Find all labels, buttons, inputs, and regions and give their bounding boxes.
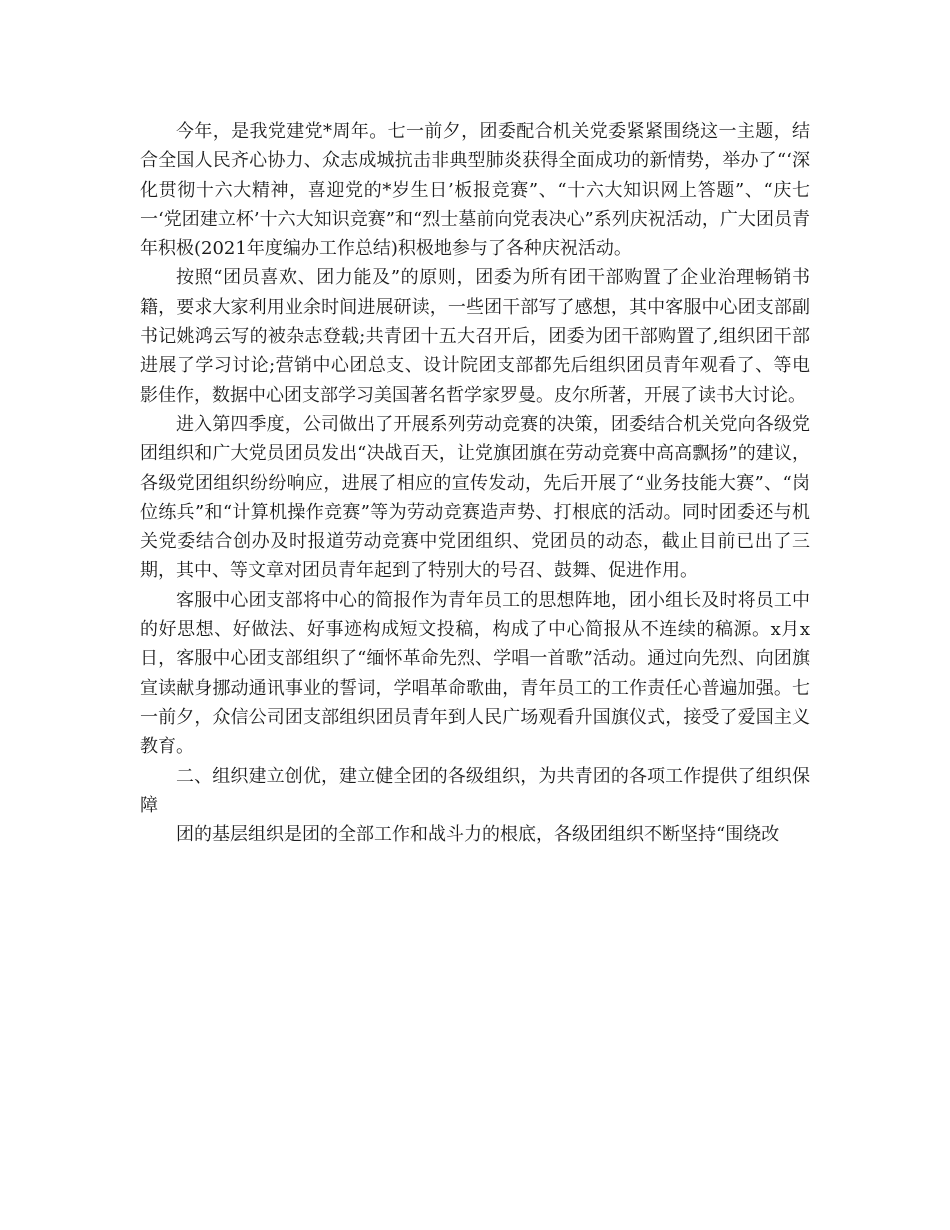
paragraph-grassroots-organization: 团的基层组织是团的全部工作和战斗力的根底，各级团组织不断坚持“围绕改	[176, 824, 780, 846]
paragraph-anniversary-activities: 今年，是我党建党*周年。七一前夕，团委配合机关党委紧紧围绕这一主题，结合全国人民齐心协力、众志成城抗击非典型肺炎获得全面成功的新情势，举办了“‘深化贯彻十六大精神，喜迎党的*岁生日’板报竞赛”、“十六大知识网上答题”、“庆七一‘党团建立杯’十六大知识竞赛”和“烈士墓前向党表决心”系列庆祝活动，广大团员青年积极(2021年度编办工作总结)积极地参与了各种庆祝活动。	[140, 121, 810, 260]
paragraph-study-reading: 按照“团员喜欢、团力能及”的原则，团委为所有团干部购置了企业治理畅销书籍，要求大家利用业余时间进展研读，一些团干部写了感想，其中客服中心团支部副书记姚鸿云写的被杂志登载;共青团十五大召开后，团委为团干部购置了,组织团干部进展了学习讨论;营销中心团总支、设计院团支部都先后组织团员青年观看了、等电影佳作，数据中心团支部学习美国著名哲学家罗曼。皮尔所著，开展了读书大讨论。	[140, 267, 810, 406]
document-body	[140, 117, 810, 849]
paragraph-labor-competition: 进入第四季度，公司做出了开展系列劳动竞赛的决策，团委结合机关党向各级党团组织和广大党员团员发出“决战百天，让党旗团旗在劳动竞赛中高高飘扬”的建议，各级党团组织纷纷响应，进展了相应的宣传发动，先后开展了“业务技能大赛”、“岗位练兵”和“计算机操作竞赛”等为劳动竞赛造声势、打根底的活动。同时团委还与机关党委结合创办及时报道劳动竞赛中党团组织、党团员的动态，截止目前已出了三期，其中、等文章对团员青年起到了特别大的号召、鼓舞、促进作用。	[140, 413, 810, 582]
paragraph-customer-service-branch: 客服中心团支部将中心的简报作为青年员工的思想阵地，团小组长及时将员工中的好思想、好做法、好事迹构成短文投稿，构成了中心简报从不连续的稿源。x月x日，客服中心团支部组织了“缅怀革命先烈、学唱一首歌”活动。通过向先烈、向团旗宣读献身挪动通讯事业的誓词，学唱革命歌曲，青年员工的工作责任心普遍加强。七一前夕，众信公司团支部组织团员青年到人民广场观看升国旗仪式，接受了爱国主义教育。	[140, 589, 810, 758]
section-heading-organization: 二、组织建立创优，建立健全团的各级组织，为共青团的各项工作提供了组织保障	[140, 765, 810, 816]
